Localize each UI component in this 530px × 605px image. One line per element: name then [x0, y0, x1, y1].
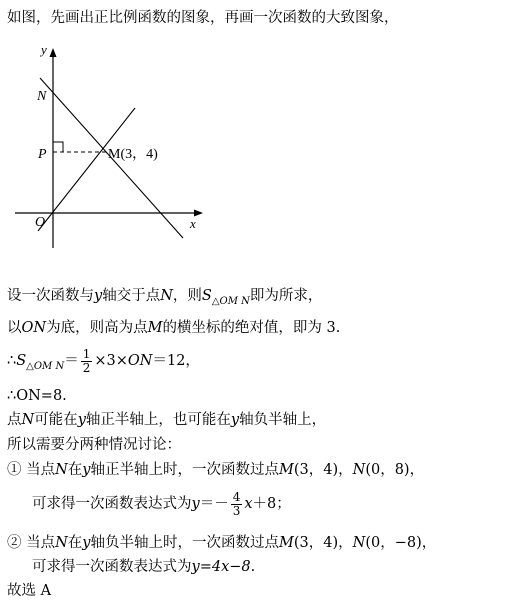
point-n-label: N [37, 89, 47, 104]
x-axis-label: x [190, 216, 196, 231]
y-axis-arrow-icon [50, 48, 57, 57]
coordinate-figure [10, 38, 240, 273]
solution-line-3: $\therefore S_{\triangle OM N}=$ $\frac{1}{2}$ ×3×ON＝12， [7, 346, 200, 375]
solution-line-10: 可求得一次函数表达式为y=4x−8. [32, 559, 256, 575]
y-axis-label: y [41, 42, 47, 57]
right-angle-mark [53, 142, 63, 152]
solution-line-8: 可求得一次函数表达式为y＝－ $\frac{4}{3}$ x＋8； [32, 489, 291, 518]
solution-line-5: 点N可能在y轴正半轴上，也可能在y轴负半轴上， [7, 412, 327, 428]
solution-line-4: ∴ON=8. [7, 388, 67, 404]
solution-line-7: ① 当点N在y轴正半轴上时，一次函数过点M(3，4)，N(0，8)， [7, 462, 425, 478]
solution-line-9: ② 当点N在y轴负半轴上时，一次函数过点M(3，4)，N(0，−8)， [7, 535, 437, 551]
fraction-one-half: $\frac{1}{2}$ [82, 346, 91, 375]
solution-line-6: 所以需要分两种情况讨论： [7, 437, 181, 453]
solution-line-2: 以ON为底，则高为点M的横坐标的绝对值，即为 3. [7, 320, 341, 336]
answer-line: 故选 A [7, 583, 52, 599]
intro-text: 如图，先画出正比例函数的图象，再画一次函数的大致图象， [7, 10, 399, 26]
fraction-four-thirds: $\frac{4}{3}$ [232, 489, 241, 518]
solution-line-1: 设一次函数与y轴交于点N，则$S_{\triangle OM N}$即为所求， [7, 288, 323, 307]
point-p-label: P [38, 147, 47, 162]
origin-label: O [35, 215, 46, 230]
point-m-label: M(3，4) [108, 147, 158, 162]
